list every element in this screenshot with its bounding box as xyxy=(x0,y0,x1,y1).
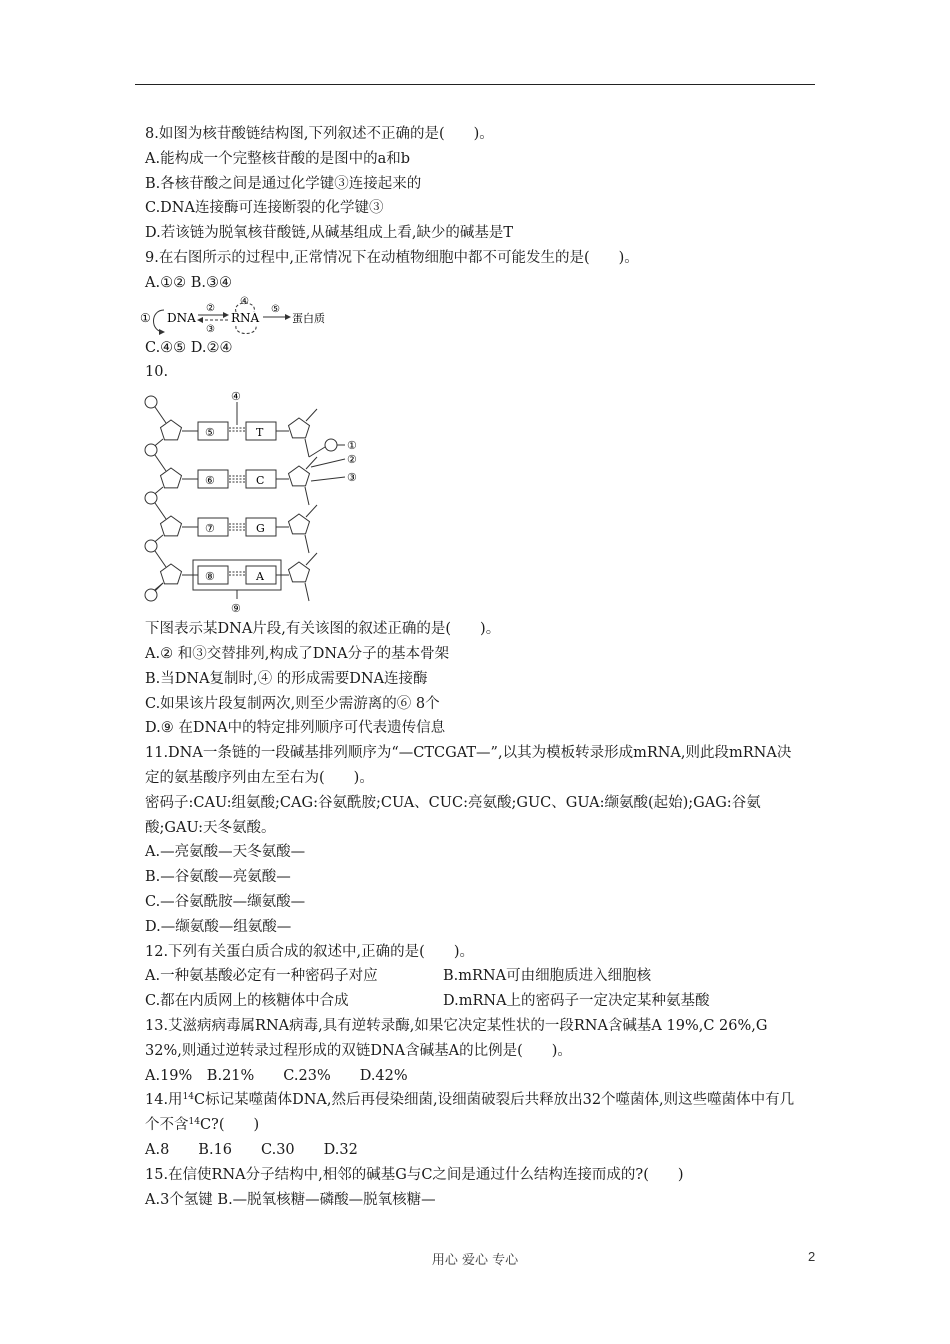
page-number: 2 xyxy=(808,1249,816,1264)
q8-option-d: D.若该链为脱氧核苷酸链,从碱基组成上看,缺少的碱基是T xyxy=(145,225,514,242)
header-rule xyxy=(135,84,815,85)
label-9: ⑨ xyxy=(231,602,241,616)
base-letter-label: G xyxy=(256,522,265,536)
q12-stem: 12.下列有关蛋白质合成的叙述中,正确的是( )。 xyxy=(145,943,474,960)
q10-option-a: A.② 和③交替排列,构成了DNA分子的基本骨架 xyxy=(145,645,450,662)
q13-stem: 13.艾滋病病毒属RNA病毒,具有逆转录酶,如果它决定某性状的一段RNA含碱基A 19%,C 26%,G 32%,则通过逆转录过程形成的双链DNA含碱基A的比例是( )。 xyxy=(145,1017,768,1059)
base-letter-label: A xyxy=(256,570,264,584)
q9-options-ab: A.①② B.③④ xyxy=(145,274,232,291)
q9-flow-diagram xyxy=(140,295,805,336)
flow-label-4: ④ xyxy=(240,295,249,307)
q8-stem: 8.如图为核苷酸链结构图,下列叙述不正确的是( )。 xyxy=(145,126,494,142)
q9-stem: 9.在右图所示的过程中,正常情况下在动植物细胞中都不可能发生的是( )。 xyxy=(145,249,639,266)
q14-stem xyxy=(145,1088,805,1138)
q9-options-cd: C.④⑤ D.②④ xyxy=(145,339,233,356)
q12-options-cd xyxy=(145,989,805,1014)
q10-option-b: B.当DNA复制时,④ 的形成需要DNA连接酶 xyxy=(145,670,428,687)
q8-option-c: C.DNA连接酶可连接断裂的化学键③ xyxy=(145,200,384,217)
q13-options: A.19% B.21% C.23% D.42% xyxy=(145,1067,408,1084)
flow-label-5: ⑤ xyxy=(271,303,280,315)
q14-superscript-2: 14 xyxy=(188,1117,200,1128)
bond-line xyxy=(155,583,163,591)
q12-option-c: C.都在内质网上的核糖体中合成 xyxy=(145,993,349,1010)
q11-option-b: B.—谷氨酸—亮氨酸— xyxy=(145,869,291,886)
q10-option-c: C.如果该片段复制两次,则至少需游离的⑥ 8个 xyxy=(145,695,440,712)
bond-line xyxy=(305,535,309,553)
phosphate-circle xyxy=(145,540,157,552)
label-2: ② xyxy=(347,453,357,467)
phosphate-circle xyxy=(325,439,337,451)
label-3: ③ xyxy=(347,471,357,485)
q12-options-ab xyxy=(145,964,805,989)
q14-stem-mid: C标记某噬菌体DNA,然后再侵染细菌,设细菌破裂后共释放出32个噬菌体,则这些噬菌体中有几个不含 xyxy=(145,1092,795,1134)
sugar-pentagon xyxy=(161,420,182,440)
q8-option-a: A.能构成一个完整核苷酸的是图中的a和b xyxy=(145,150,411,167)
bond-line xyxy=(305,583,309,601)
q10-number: 10. xyxy=(145,364,169,381)
q12-option-b: B.mRNA可由细胞质进入细胞核 xyxy=(443,968,652,985)
leader-line xyxy=(311,477,345,481)
bond-line xyxy=(306,409,317,421)
flow-protein-label: 蛋白质 xyxy=(292,311,325,325)
bond-line xyxy=(305,439,309,457)
flow-rna-label: RNA xyxy=(231,310,260,325)
q14-options: A.8 B.16 C.30 D.32 xyxy=(145,1141,358,1158)
flow-dna-label: DNA xyxy=(167,310,196,325)
q11-codon-table: 密码子:CAU:组氨酸;CAG:谷氨酰胺;CUA、CUC:亮氨酸;GUC、GUA:缬氨酸(起始);GAG:谷氨酸;GAU:天冬氨酸。 xyxy=(145,794,761,836)
label-1: ① xyxy=(347,439,357,453)
q14-stem-pre: 14.用 xyxy=(145,1092,183,1109)
flow-label-1: ① xyxy=(140,310,151,325)
bond-line xyxy=(305,487,309,505)
q11-option-d: D.—缬氨酸—组氨酸— xyxy=(145,918,292,935)
bond-line xyxy=(155,455,166,471)
bond-line xyxy=(155,407,166,423)
q11-option-a: A.—亮氨酸—天冬氨酸— xyxy=(145,844,306,861)
sugar-pentagon xyxy=(161,564,182,584)
base-letter-label: T xyxy=(256,426,264,440)
footer-slogan: 用心 爱心 专心 xyxy=(431,1253,519,1268)
q10-option-d: D.⑨ 在DNA中的特定排列顺序可代表遗传信息 xyxy=(145,720,446,737)
bond-line xyxy=(309,447,325,457)
base-number-label: ⑤ xyxy=(205,426,215,440)
base-letter-label: C xyxy=(256,474,265,488)
q8-option-b: B.各核苷酸之间是通过化学键③连接起来的 xyxy=(145,175,422,192)
bond-line xyxy=(306,553,317,565)
flow-label-3: ③ xyxy=(206,323,215,335)
base-number-label: ⑦ xyxy=(205,522,215,536)
q11-stem: 11.DNA一条链的一段碱基排列顺序为“—CTCGAT—”,以其为模板转录形成mRNA,则此段mRNA决定的氨基酸序列由左至右为( )。 xyxy=(145,745,792,786)
sugar-pentagon xyxy=(161,468,182,488)
q15-stem: 15.在信使RNA分子结构中,相邻的碱基G与C之间是通过什么结构连接而成的?( ) xyxy=(145,1166,684,1183)
sugar-pentagon xyxy=(161,516,182,536)
leader-line xyxy=(311,459,345,467)
q14-stem-post: C?( ) xyxy=(199,1117,260,1134)
q10-dna-diagram xyxy=(145,387,805,617)
bond-line xyxy=(155,551,166,567)
phosphate-circle xyxy=(145,396,157,408)
phosphate-circle xyxy=(145,492,157,504)
bond-line xyxy=(155,503,166,519)
flow-label-2: ② xyxy=(206,302,215,314)
q14-superscript-1: 14 xyxy=(182,1092,195,1103)
q12-option-d: D.mRNA上的密码子一定决定某种氨基酸 xyxy=(443,993,710,1010)
base-number-label: ⑧ xyxy=(205,570,215,584)
base-number-label: ⑥ xyxy=(205,474,215,488)
q11-option-c: C.—谷氨酰胺—缬氨酸— xyxy=(145,893,306,910)
phosphate-circle xyxy=(145,444,157,456)
q10-stem: 下图表示某DNA片段,有关该图的叙述正确的是( )。 xyxy=(145,621,501,638)
q12-option-a: A.一种氨基酸必定有一种密码子对应 xyxy=(145,968,378,985)
q15-options-ab: A.3个氢键 B.—脱氧核糖—磷酸—脱氧核糖— xyxy=(145,1191,436,1208)
document-body xyxy=(140,122,805,1212)
bond-line xyxy=(306,505,317,517)
label-4: ④ xyxy=(231,390,241,404)
